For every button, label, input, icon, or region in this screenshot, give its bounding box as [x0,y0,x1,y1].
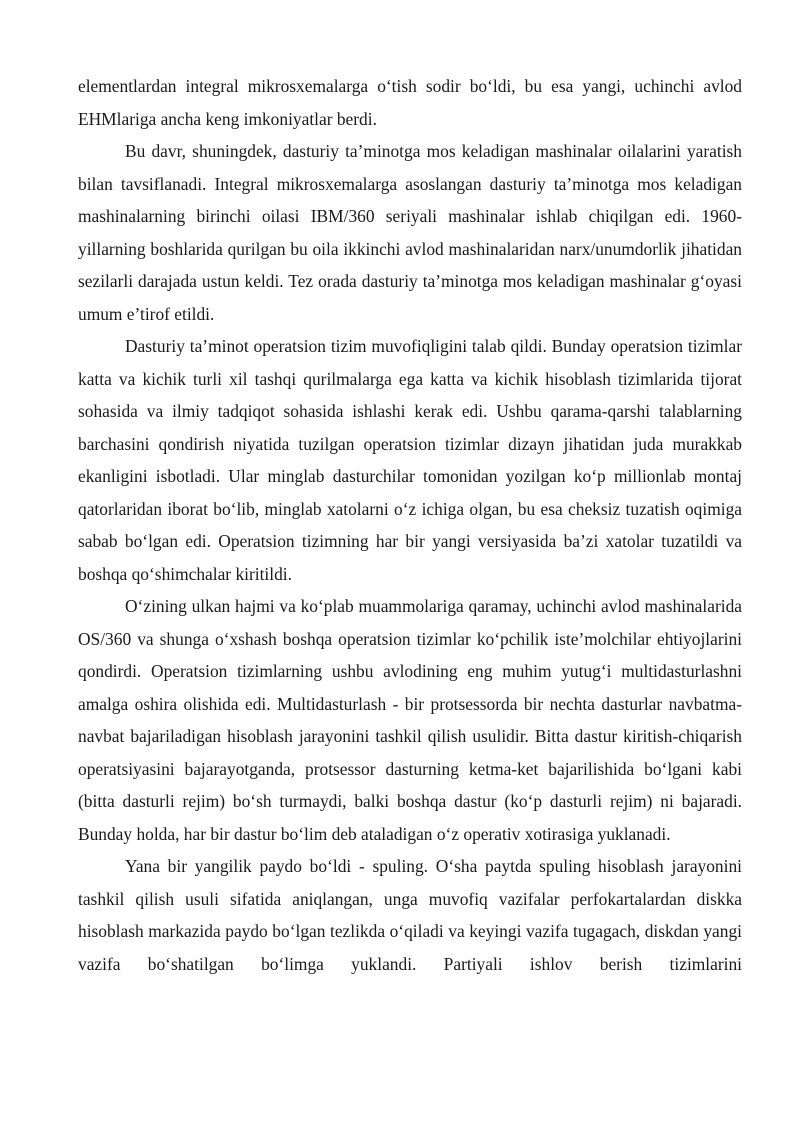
paragraph-4: O‘zining ulkan hajmi va ko‘plab muammolariga qaramay, uchinchi avlod mashinalarida OS/360 va shunga o‘xshash boshqa operatsion tizimlar ko‘pchilik iste’molchilar ehtiyojlarini qondirdi. Operatsion tizimlarning ushbu avlodining eng muhim yutug‘i multidasturlashni amalga oshira olishida edi. Multidasturlash - bir protsessorda bir nechta dasturlar navbatma-navbat bajariladigan hisoblash jarayonini tashkil qilish usulidir. Bitta dastur kiritish-chiqarish operatsiyasini bajarayotganda, protsessor dasturning ketma-ket bajarilishida bo‘lgani kabi (bitta dasturli rejim) bo‘sh turmaydi, balki boshqa dastur (ko‘p dasturli rejim) ni bajaradi. Bunday holda, har bir dastur bo‘lim deb ataladigan o‘z operativ xotirasiga yuklanadi. [78,596,742,844]
document-page [78,70,742,980]
paragraph-1: elementlardan integral mikrosxemalarga o‘tish sodir bo‘ldi, bu esa yangi, uchinchi avlod EHMlariga ancha keng imkoniyatlar berdi. [78,76,742,129]
paragraph-2: Bu davr, shuningdek, dasturiy ta’minotga mos keladigan mashinalar oilalarini yaratish bilan tavsiflanadi. Integral mikrosxemalarga asoslangan dasturiy ta’minotga mos keladigan mashinalarning birinchi oilasi IBM/360 seriyali mashinalar ishlab chiqilgan edi. 1960-yillarning boshlarida qurilgan bu oila ikkinchi avlod mashinalaridan narx/unumdorlik jihatidan sezilarli darajada ustun keldi. Tez orada dasturiy ta’minotga mos keladigan mashinalar g‘oyasi umum e’tirof etildi. [78,141,742,324]
paragraph-3: Dasturiy ta’minot operatsion tizim muvofiqligini talab qildi. Bunday operatsion tizimlar katta va kichik turli xil tashqi qurilmalarga ega katta va kichik hisoblash tizimlarida tijorat sohasida va ilmiy tadqiqot sohasida ishlashi kerak edi. Ushbu qarama-qarshi talablarning barchasini qondirish niyatida tuzilgan operatsion tizimlar dizayn jihatidan juda murakkab ekanligini isbotladi. Ular minglab dasturchilar tomonidan yozilgan ko‘p millionlab montaj qatorlaridan iborat bo‘lib, minglab xatolarni o‘z ichiga olgan, bu esa cheksiz tuzatish oqimiga sabab bo‘lgan edi. Operatsion tizimning har bir yangi versiyasida ba’zi xatolar tuzatildi va boshqa qo‘shimchalar kiritildi. [78,336,742,584]
paragraph-5: Yana bir yangilik paydo bo‘ldi - spuling. O‘sha paytda spuling hisoblash jarayonini tashkil qilish usuli sifatida aniqlangan, unga muvofiq vazifalar perfokartalardan diskka hisoblash markazida paydo bo‘lgan tezlikda o‘qiladi va keyingi vazifa tugagach, diskdan yangi vazifa bo‘shatilgan bo‘limga yuklandi. Partiyali ishlov berish tizimlarini [78,856,742,974]
